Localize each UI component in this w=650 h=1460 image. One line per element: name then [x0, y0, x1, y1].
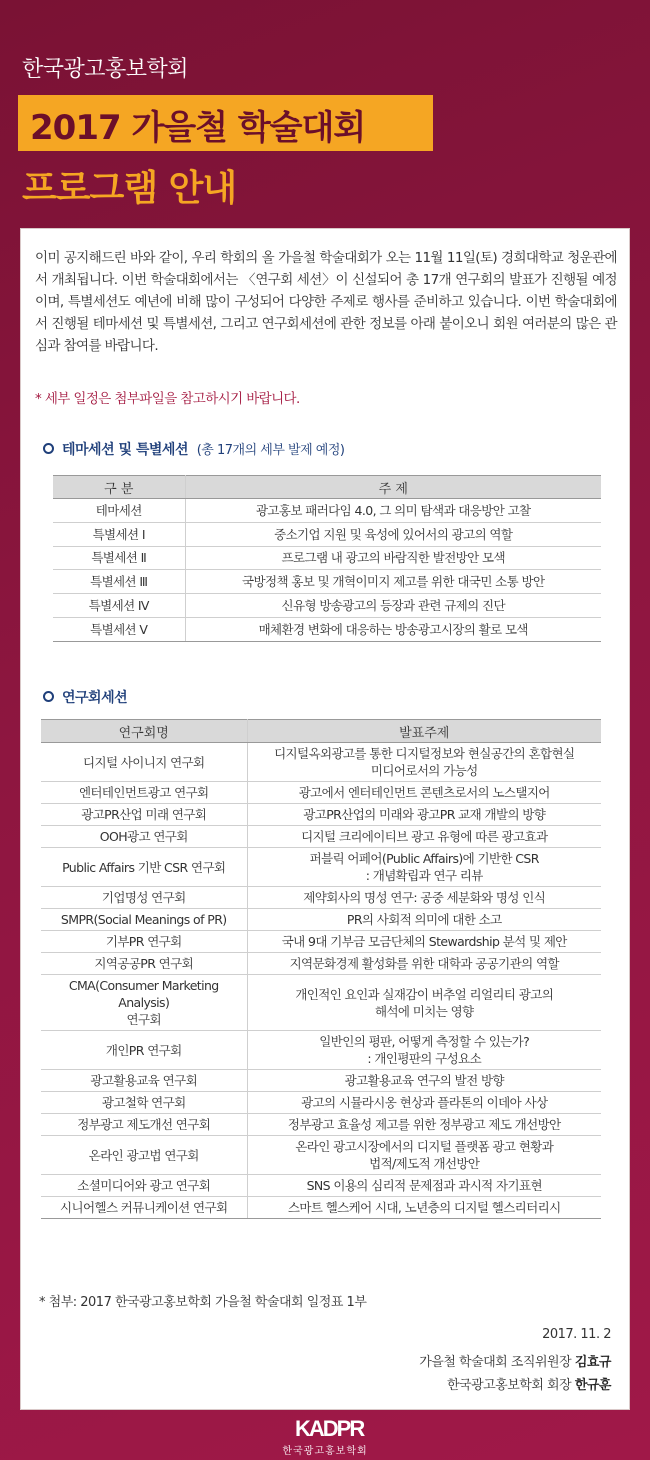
table-cell-name: SMPR(Social Meanings of PR) — [41, 909, 247, 931]
table-cell-name: 광고PR산업 미래 연구회 — [41, 804, 247, 826]
table-header-row — [53, 476, 601, 499]
table-cell-topic: 매체환경 변화에 대응하는 방송광고시장의 활로 모색 — [185, 617, 601, 641]
org-name: 한국광고홍보학회 — [22, 57, 189, 82]
table-row — [53, 617, 601, 641]
table-row — [41, 782, 601, 804]
table-header-category: 구 분 — [53, 476, 185, 499]
table-row — [41, 1070, 601, 1092]
table-cell-topic: 제약회사의 명성 연구: 공중 세분화와 명성 인식 — [247, 887, 601, 909]
table-cell-topic: SNS 이용의 심리적 문제점과 과시적 자기표현 — [247, 1175, 601, 1197]
table-cell-name: 광고활용교육 연구회 — [41, 1070, 247, 1092]
table-cell-name: 시니어헬스 커뮤니케이션 연구회 — [41, 1197, 247, 1219]
attachment-note: * 첨부: 2017 한국광고홍보학회 가을철 학술대회 일정표 1부 — [39, 1295, 367, 1310]
intro-paragraph: 이미 공지해드린 바와 같이, 우리 학회의 올 가을철 학술대회가 오는 11월 11일(토) 경희대학교 청운관에서 개최됩니다. 이번 학술대회에서는 〈연구회 세션〉이 신설되어 총 17개 연구회의 발표가 진행될 예정이며, 특별세션도 예년에 비해 많이 구성되어 다양한 주제로 행사를 준비하고 있습니다. 이번 학술대회에서 진행될 테마세션 및 특별세션, 그리고 연구회세션에 관한 정보를 아래 붙이오니 회원 여러분의 많은 관심과 참여를 바랍니다. — [35, 250, 617, 354]
section-subtitle: (총 17개의 세부 발제 예정) — [196, 443, 345, 458]
table-cell-name: 정부광고 제도개선 연구회 — [41, 1114, 247, 1136]
table-cell-name: 특별세션 Ⅰ — [53, 522, 185, 546]
section-title-text: 테마세션 및 특별세션 — [62, 442, 188, 458]
table-cell-topic: 지역문화경제 활성화를 위한 대학과 공공기관의 역할 — [247, 953, 601, 975]
table-cell-topic: 중소기업 지원 및 육성에 있어서의 광고의 역할 — [185, 522, 601, 546]
table-row — [41, 826, 601, 848]
circle-bullet-icon — [43, 691, 54, 702]
table-cell-topic: 광고에서 엔터테인먼트 콘텐츠로서의 노스탤지어 — [247, 782, 601, 804]
table-cell-topic: 퍼블릭 어페어(Public Affairs)에 기반한 CSR : 개념확립과 연구 리뷰 — [247, 848, 601, 887]
table-cell-topic: 광고활용교육 연구의 발전 방향 — [247, 1070, 601, 1092]
table-cell-name: 기부PR 연구회 — [41, 931, 247, 953]
table-cell-topic: 스마트 헬스케어 시대, 노년층의 디지털 헬스리터리시 — [247, 1197, 601, 1219]
table-cell-topic: 신유형 방송광고의 등장과 관련 규제의 진단 — [185, 594, 601, 618]
page-subtitle: 프로그램 안내 — [22, 168, 237, 209]
table-row — [53, 570, 601, 594]
table-cell-topic: 정부광고 효율성 제고를 위한 정부광고 제도 개선방안 — [247, 1114, 601, 1136]
section-title-theme — [43, 439, 344, 459]
table-row — [41, 848, 601, 887]
table-cell-name: 엔터테인먼트광고 연구회 — [41, 782, 247, 804]
theme-session-table — [53, 475, 601, 642]
table-cell-topic: 개인적인 요인과 실재감이 버추얼 리얼리티 광고의 해석에 미치는 영향 — [247, 975, 601, 1031]
table-row — [53, 594, 601, 618]
table-cell-topic: 온라인 광고시장에서의 디지털 플랫폼 광고 현황과 법적/제도적 개선방안 — [247, 1136, 601, 1175]
table-header-group: 연구회명 — [41, 720, 247, 743]
section-title-research — [43, 687, 127, 707]
logo-wordmark: KADPR — [295, 1416, 364, 1441]
page-title: 2017 가을철 학술대회 — [30, 108, 366, 148]
table-row — [41, 1114, 601, 1136]
table-cell-name: 개인PR 연구회 — [41, 1031, 247, 1070]
table-row — [41, 1197, 601, 1219]
table-row — [41, 743, 601, 782]
table-cell-name: 광고철학 연구회 — [41, 1092, 247, 1114]
table-row — [53, 499, 601, 523]
table-row — [41, 975, 601, 1031]
research-session-table — [41, 719, 601, 1219]
section-title-text: 연구회세션 — [62, 690, 128, 706]
logo-mark — [280, 1412, 370, 1440]
table-header-topic: 발표주제 — [247, 720, 601, 743]
table-row — [41, 1092, 601, 1114]
signature-date: 2017. 11. 2 — [542, 1327, 611, 1342]
logo-caption: 한국광고홍보학회 — [282, 1446, 368, 1457]
table-cell-topic: 광고의 시뮬라시옹 현상과 플라톤의 이데아 사상 — [247, 1092, 601, 1114]
table-row — [41, 1175, 601, 1197]
header — [0, 0, 650, 228]
signature-line-1 — [419, 1351, 611, 1370]
intro-note: * 세부 일정은 첨부파일을 참고하시기 바랍니다. — [35, 391, 300, 407]
table-row — [53, 546, 601, 570]
signature-title: 한국광고홍보학회 회장 — [446, 1378, 572, 1393]
table-cell-topic: 국내 9대 기부금 모금단체의 Stewardship 분석 및 제안 — [247, 931, 601, 953]
table-row — [53, 522, 601, 546]
table-cell-name: Public Affairs 기반 CSR 연구회 — [41, 848, 247, 887]
signature-line-2 — [447, 1374, 611, 1393]
table-cell-topic: 디지털 크리에이티브 광고 유형에 따른 광고효과 — [247, 826, 601, 848]
signature-name: 한규훈 — [574, 1378, 611, 1393]
table-cell-topic: PR의 사회적 의미에 대한 소고 — [247, 909, 601, 931]
circle-bullet-icon — [43, 443, 54, 454]
table-cell-name: 특별세션 Ⅴ — [53, 617, 185, 641]
table-cell-name: 디지털 사이니지 연구회 — [41, 743, 247, 782]
table-row — [41, 1136, 601, 1175]
table-cell-name: 소셜미디어와 광고 연구회 — [41, 1175, 247, 1197]
signature-title: 가을철 학술대회 조직위원장 — [419, 1355, 572, 1370]
table-cell-topic: 디지털옥외광고를 통한 디지털정보와 현실공간의 혼합현실 미디어로서의 가능성 — [247, 743, 601, 782]
table-row — [41, 931, 601, 953]
signature-name: 김효규 — [574, 1355, 611, 1370]
table-row — [41, 887, 601, 909]
table-cell-name: 테마세션 — [53, 499, 185, 523]
table-cell-name: 지역공공PR 연구회 — [41, 953, 247, 975]
table-cell-name: 특별세션 Ⅱ — [53, 546, 185, 570]
table-row — [41, 1031, 601, 1070]
table-cell-topic: 프로그램 내 광고의 바람직한 발전방안 모색 — [185, 546, 601, 570]
table-cell-topic: 국방정책 홍보 및 개혁이미지 제고를 위한 대국민 소통 방안 — [185, 570, 601, 594]
table-row — [41, 909, 601, 931]
table-header-row — [41, 720, 601, 743]
kadpr-logo — [280, 1412, 370, 1458]
table-cell-topic: 광고PR산업의 미래와 광고PR 교재 개발의 방향 — [247, 804, 601, 826]
table-row — [41, 953, 601, 975]
table-header-topic: 주 제 — [185, 476, 601, 499]
table-cell-name: OOH광고 연구회 — [41, 826, 247, 848]
table-cell-name: 특별세션 Ⅳ — [53, 594, 185, 618]
table-cell-name: 기업명성 연구회 — [41, 887, 247, 909]
table-cell-name: 특별세션 Ⅲ — [53, 570, 185, 594]
table-cell-name: 온라인 광고법 연구회 — [41, 1136, 247, 1175]
table-cell-topic: 일반인의 평판, 어떻게 측정할 수 있는가? : 개인평판의 구성요소 — [247, 1031, 601, 1070]
content-panel — [20, 228, 630, 1410]
table-cell-name: CMA(Consumer Marketing Analysis) 연구회 — [41, 975, 247, 1031]
table-row — [41, 804, 601, 826]
table-cell-topic: 광고홍보 패러다임 4.0, 그 의미 탐색과 대응방안 고찰 — [185, 499, 601, 523]
